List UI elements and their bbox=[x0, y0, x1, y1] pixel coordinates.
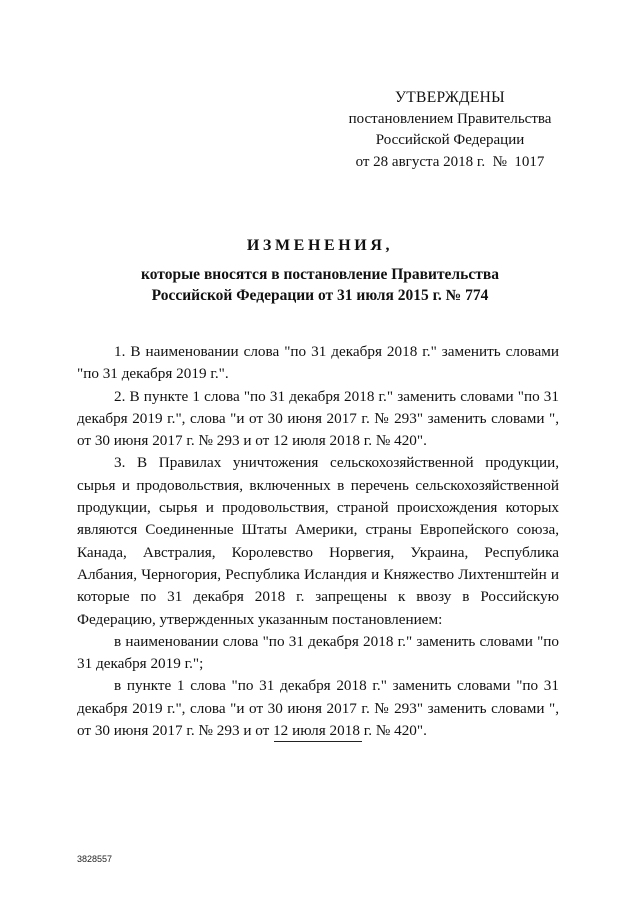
paragraph-subitem-point-1: в пункте 1 слова "по 31 декабря 2018 г." заменить словами "по 31 декабря 2019 г.", слова "и от 30 июня 2017 г. № 293" заменить словами ", от 30 июня 2017 г. № 293 и от 12 июля 2018 г. № 420". bbox=[77, 677, 559, 740]
paragraph-item-3: 3. В Правилах уничтожения сельскохозяйственной продукции, сырья и продовольствия, включенных в перечень сельскохозяйственной продукции, сырья и продовольствия, страной происхождения которых являются Соединенные Штаты Америки, страны Европейского союза, Канада, Австралия, Королевство Норвегия, Украина, Республика Албания, Черногория, Республика Исландия и Княжество Лихтенштейн и которые по 31 декабря 2018 г. запрещены к ввозу в Российскую Федерацию, утвержденных указанным постановлением: bbox=[77, 454, 559, 628]
document-body bbox=[77, 341, 559, 742]
subtitle-line-2: Российской Федерации от 31 июля 2015 г. № 774 bbox=[151, 287, 489, 304]
approval-line-decree: постановлением Правительства bbox=[348, 110, 552, 127]
document-title: ИЗМЕНЕНИЯ, bbox=[246, 237, 394, 254]
paragraph-item-2: 2. В пункте 1 слова "по 31 декабря 2018 г." заменить словами "по 31 декабря 2019 г.", слова "и от 30 июня 2017 г. № 293" заменить словами ", от 30 июня 2017 г. № 293 и от 12 июля 2018 г. № 420". bbox=[77, 387, 559, 450]
document-subtitle bbox=[0, 264, 640, 306]
subtitle-line-1: которые вносятся в постановление Правительства bbox=[141, 266, 499, 283]
approval-heading: УТВЕРЖДЕНЫ bbox=[395, 89, 505, 106]
closing-divider bbox=[274, 741, 362, 742]
paragraph-item-1: 1. В наименовании слова "по 31 декабря 2018 г." заменить словами "по 31 декабря 2019 г.". bbox=[77, 343, 559, 383]
approval-line-government: Российской Федерации bbox=[375, 132, 525, 148]
document-number: 3828557 bbox=[77, 854, 113, 864]
approval-line-date-number: от 28 августа 2018 г. № 1017 bbox=[355, 153, 545, 170]
paragraph-subitem-name: в наименовании слова "по 31 декабря 2018 г." заменить словами "по 31 декабря 2019 г."; bbox=[77, 632, 559, 673]
approval-block bbox=[330, 87, 570, 173]
